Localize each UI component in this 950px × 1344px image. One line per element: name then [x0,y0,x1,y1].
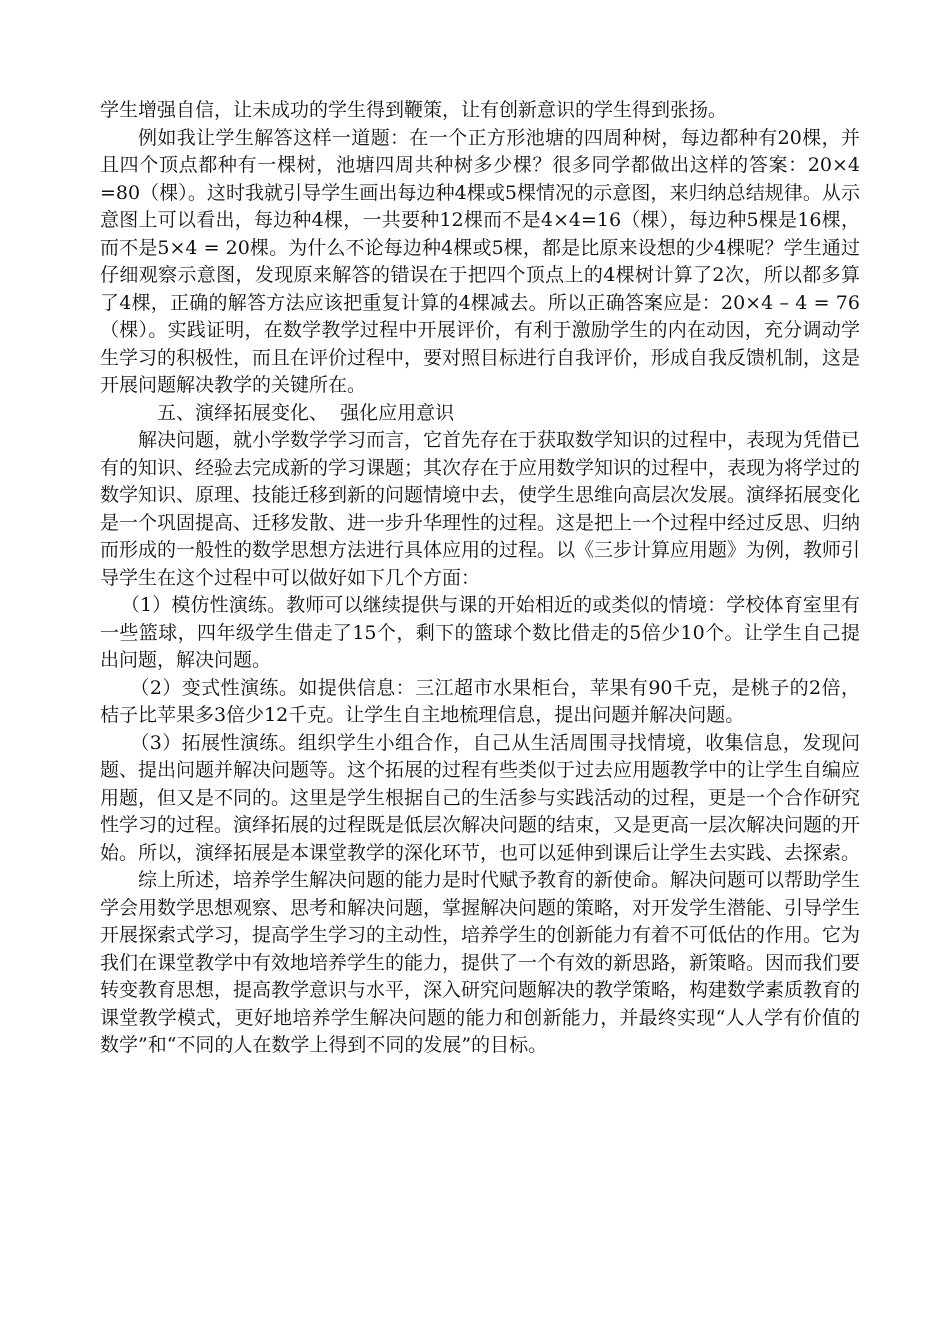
paragraph-item-1: （1）模仿性演练。教师可以继续提供与课的开始相近的或类似的情境：学校体育室里有一些篮球，四年级学生借走了15个，剩下的篮球个数比借走的5倍少10个。让学生自己提出问题，解决问题。 [100,594,860,671]
document-body [100,97,860,1060]
paragraph-intro: 解决问题，就小学数学学习而言，它首先存在于获取数学知识的过程中，表现为凭借已有的知识、经验去完成新的学习课题；其次存在于应用数学知识的过程中，表现为将学过的数学知识、原理、技能迁移到新的问题情境中去，使学生思维向高层次发展。演绎拓展变化是一个巩固提高、迁移发散、进一步升华理性的过程。这是把上一个过程中经过反思、归纳而形成的一般性的数学思想方法进行具体应用的过程。以《三步计算应用题》为例，教师引导学生在这个过程中可以做好如下几个方面： [100,429,861,589]
paragraph-example: 例如我让学生解答这样一道题：在一个正方形池塘的四周种树，每边都种有20棵，并且四个顶点都种有一棵树，池塘四周共种树多少棵？很多同学都做出这样的答案：20×4 =80（棵）。这时我就引导学生画出每边种4棵或5棵情况的示意图，来归纳总结规律。从示意图上可以看出，每边种4棵，一共要种12棵而不是4×4=16（棵），每边种5棵是16棵，而不是5×4 = 20棵。为什么不论每边种4棵或5棵，都是比原来设想的少4棵呢？学生通过仔细观察示意图，发现原来解答的错误在于把四个顶点上的4棵树计算了2次，所以都多算了4棵，正确的解答方法应该把重复计算的4棵减去。所以正确答案应是：20×4 – 4 = 76（棵）。实践证明，在数学教学过程中开展评价，有利于激励学生的内在动因，充分调动学生学习的积极性，而且在评价过程中，要对照目标进行自我评价，形成自我反馈机制，这是开展问题解决教学的关键所在。 [100,126,861,396]
paragraph-conclusion: 综上所述，培养学生解决问题的能力是时代赋予教育的新使命。解决问题可以帮助学生学会用数学思想观察、思考和解决问题，掌握解决问题的策略，对开发学生潜能、引导学生开展探索式学习，提高学生学习的主动性，培养学生的创新能力有着不可低估的作用。它为我们在课堂教学中有效地培养学生的能力，提供了一个有效的新思路，新策略。因而我们要转变教育思想，提高教学意识与水平，深入研究问题解决的教学策略，构建数学素质教育的课堂教学模式，更好地培养学生解决问题的能力和创新能力，并最终实现“人人学有价值的数学”和“不同的人在数学上得到不同的发展”的目标。 [100,869,861,1056]
paragraph-continuation: 学生增强自信，让未成功的学生得到鞭策，让有创新意识的学生得到张扬。 [100,99,728,121]
paragraph-item-2: （2）变式性演练。如提供信息：三江超市水果柜台，苹果有90千克，是桃子的2倍，桔子比苹果多3倍少12千克。让学生自主地梳理信息，提出问题并解决问题。 [100,676,860,726]
paragraph-item-3: （3）拓展性演练。组织学生小组合作，自己从生活周围寻找情境，收集信息，发现问题、提出问题并解决问题等。这个拓展的过程有些类似于过去应用题教学中的让学生自编应用题，但又是不同的。这里是学生根据自己的生活参与实践活动的过程，更是一个合作研究性学习的过程。演绎拓展的过程既是低层次解决问题的结束，又是更高一层次解决问题的开始。所以，演绎拓展是本课堂教学的深化环节，也可以延伸到课后让学生去实践、去探索。 [100,731,861,864]
section-heading: 五、演绎拓展变化、 强化应用意识 [157,401,455,424]
